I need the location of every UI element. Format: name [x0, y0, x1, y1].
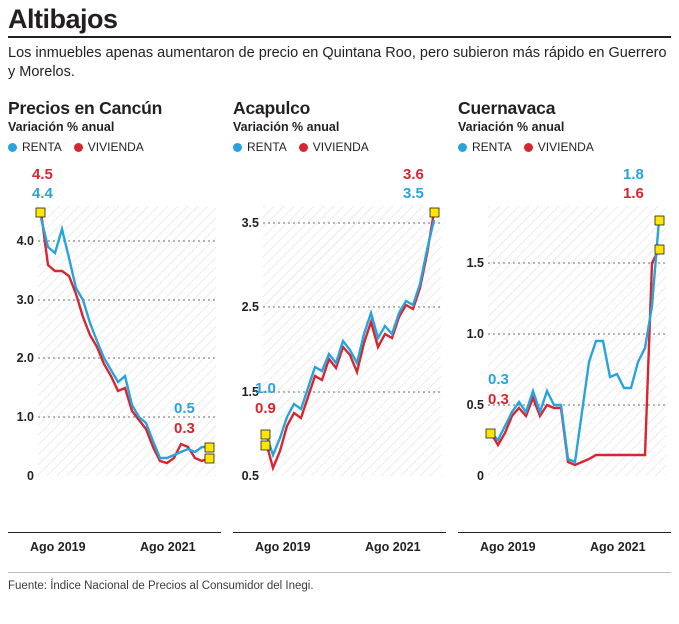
callout-top-renta: 4.4 [32, 185, 53, 202]
x-label-start: Ago 2019 [480, 540, 536, 554]
legend-label-vivienda: VIVIENDA [312, 140, 369, 154]
title-divider [8, 36, 671, 38]
chart-cancun [8, 158, 221, 530]
chart-svg-cancun [8, 158, 221, 530]
svg-text:0.5: 0.5 [241, 469, 259, 483]
legend-item-renta [8, 140, 62, 154]
panel-cuernavaca [458, 98, 671, 558]
callout-start-vivienda: 0.9 [255, 400, 276, 417]
svg-text:1.0: 1.0 [16, 410, 34, 424]
svg-text:4.0: 4.0 [16, 234, 34, 248]
panel-subtitle-cancun: Variación % anual [8, 120, 115, 134]
legend-label-renta: RENTA [247, 140, 287, 154]
legend-item-renta [458, 140, 512, 154]
panel-cancun [8, 98, 221, 558]
svg-text:3.5: 3.5 [241, 216, 259, 230]
x-label-end: Ago 2021 [365, 540, 421, 554]
panel-subtitle-acapulco: Variación % anual [233, 120, 340, 134]
chart-svg-cuernavaca [458, 158, 671, 530]
callout-top-renta: 3.5 [403, 185, 424, 202]
svg-text:1.0: 1.0 [466, 327, 484, 341]
svg-text:1.5: 1.5 [241, 385, 259, 399]
svg-text:0: 0 [477, 469, 484, 483]
footer-divider [8, 572, 671, 573]
callout-end-renta: 1.8 [623, 166, 644, 183]
svg-text:0: 0 [27, 469, 34, 483]
callout-top-vivienda: 3.6 [403, 166, 424, 183]
callout-end-vivienda: 0.3 [174, 420, 195, 437]
legend-cuernavaca [458, 140, 671, 154]
legend-dot-renta-icon [458, 143, 467, 152]
x-label-start: Ago 2019 [30, 540, 86, 554]
chart-panels [8, 98, 671, 558]
callout-mid-vivienda: 0.3 [488, 391, 509, 408]
legend-dot-vivienda-icon [299, 143, 308, 152]
legend-cancun [8, 140, 221, 154]
legend-acapulco [233, 140, 446, 154]
callout-end-renta: 0.5 [174, 400, 195, 417]
panel-title-acapulco: Acapulco [233, 98, 311, 118]
panel-subtitle-cuernavaca: Variación % anual [458, 120, 565, 134]
page-deck: Los inmuebles apenas aumentaron de precio en Quintana Roo, pero subieron más rápido en Guerrero y Morelos. [8, 45, 667, 80]
legend-dot-renta-icon [8, 143, 17, 152]
chart-acapulco [233, 158, 446, 530]
svg-text:0.5: 0.5 [466, 398, 484, 412]
x-label-end: Ago 2021 [140, 540, 196, 554]
svg-text:2.5: 2.5 [241, 300, 259, 314]
x-axis-cuernavaca [458, 532, 671, 558]
legend-label-vivienda: VIVIENDA [537, 140, 594, 154]
svg-text:1.5: 1.5 [466, 256, 484, 270]
panel-title-cancun: Precios en Cancún [8, 98, 163, 118]
panel-title-cuernavaca: Cuernavaca [458, 98, 556, 118]
legend-label-vivienda: VIVIENDA [87, 140, 144, 154]
legend-item-renta [233, 140, 287, 154]
callout-mid-renta: 0.3 [488, 371, 509, 388]
chart-cuernavaca [458, 158, 671, 530]
legend-item-vivienda [524, 140, 594, 154]
page-title: Altibajos [8, 4, 118, 34]
source-note: Fuente: Índice Nacional de Precios al Consumidor del Inegi. [8, 580, 314, 592]
svg-text:2.0: 2.0 [16, 351, 34, 365]
x-label-start: Ago 2019 [255, 540, 311, 554]
legend-dot-vivienda-icon [524, 143, 533, 152]
infographic-page [0, 4, 679, 624]
x-axis-cancun [8, 532, 221, 558]
callout-start-renta: 1.0 [255, 380, 276, 397]
panel-acapulco [233, 98, 446, 558]
chart-svg-acapulco [233, 158, 446, 530]
callout-top-vivienda: 4.5 [32, 166, 53, 183]
legend-label-renta: RENTA [22, 140, 62, 154]
legend-dot-vivienda-icon [74, 143, 83, 152]
x-axis-acapulco [233, 532, 446, 558]
svg-text:3.0: 3.0 [16, 293, 34, 307]
legend-item-vivienda [299, 140, 369, 154]
x-label-end: Ago 2021 [590, 540, 646, 554]
callout-end-vivienda: 1.6 [623, 185, 644, 202]
legend-item-vivienda [74, 140, 144, 154]
legend-dot-renta-icon [233, 143, 242, 152]
legend-label-renta: RENTA [472, 140, 512, 154]
